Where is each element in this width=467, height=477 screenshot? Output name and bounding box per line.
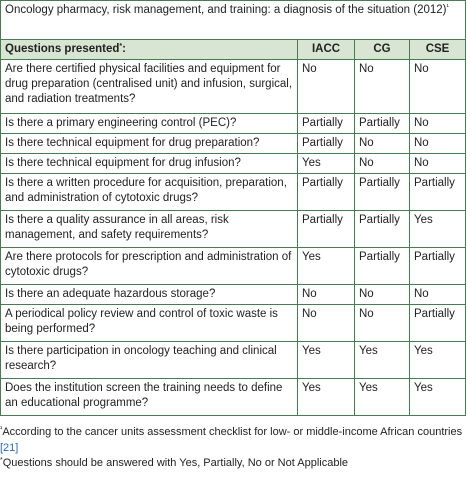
question-cell: A periodical policy review and control of toxic waste is being performed?	[1, 305, 298, 342]
footnotes	[0, 425, 467, 472]
answer-cell-cse: Partially	[410, 305, 466, 342]
answer-cell-iacc: Yes	[298, 248, 355, 285]
answer-cell-cg: No	[355, 154, 410, 174]
answer-cell-cg: Yes	[355, 342, 410, 379]
answer-cell-cse: Partially	[410, 174, 466, 211]
answer-cell-cg: Partially	[355, 248, 410, 285]
answer-cell-cg: No	[355, 134, 410, 154]
question-cell: Is there a quality assurance in all areas, risk management, and safety requirements?	[1, 211, 298, 248]
question-cell: Are there protocols for prescription and administration of cytotoxic drugs?	[1, 248, 298, 285]
question-cell: Is there technical equipment for drug infusion?	[1, 154, 298, 174]
answer-cell-cse: Yes	[410, 342, 466, 379]
answer-cell-cse: No	[410, 154, 466, 174]
answer-cell-iacc: Partially	[298, 174, 355, 211]
table-title-text: Oncology pharmacy, risk management, and training: a diagnosis of the situation (2012)	[5, 4, 447, 16]
answer-cell-cse: Yes	[410, 211, 466, 248]
answer-cell-cg: No	[355, 285, 410, 305]
table-title	[1, 1, 466, 40]
footnote-1-reference-link[interactable]: [21]	[0, 441, 19, 454]
answer-cell-cg: Partially	[355, 174, 410, 211]
answer-cell-iacc: Yes	[298, 154, 355, 174]
answer-cell-iacc: Yes	[298, 342, 355, 379]
header-cse: CSE	[410, 40, 466, 60]
answer-cell-cg: No	[355, 60, 410, 114]
answer-cell-cse: Partially	[410, 248, 466, 285]
answer-cell-cse: No	[410, 285, 466, 305]
table-row	[1, 60, 466, 114]
table-row	[1, 285, 466, 305]
question-cell: Is there a written procedure for acquisition, preparation, and administration of cytotoxic drugs?	[1, 174, 298, 211]
answer-cell-cse: No	[410, 60, 466, 114]
answer-cell-iacc: Yes	[298, 379, 355, 416]
header-questions-footnote-mark: *	[119, 43, 123, 50]
table-row	[1, 248, 466, 285]
header-iacc: IACC	[298, 40, 355, 60]
answer-cell-cg: Partially	[355, 114, 410, 134]
answer-cell-cg: Yes	[355, 379, 410, 416]
footnote-2-mark: *	[0, 457, 3, 464]
header-questions-colon: :	[122, 43, 126, 55]
answer-cell-iacc: No	[298, 305, 355, 342]
footnote-1-mark: ¹	[0, 426, 3, 433]
answer-cell-cse: No	[410, 114, 466, 134]
table-row	[1, 114, 466, 134]
question-cell: Is there participation in oncology teaching and clinical research?	[1, 342, 298, 379]
table-title-row	[1, 1, 466, 40]
header-cg: CG	[355, 40, 410, 60]
table-row	[1, 211, 466, 248]
answer-cell-iacc: No	[298, 60, 355, 114]
footnote-1-text: According to the cancer units assessment checklist for low- or middle-income African countries	[2, 426, 463, 438]
footnote-2	[0, 456, 467, 472]
table-header-row	[1, 40, 466, 60]
question-cell: Is there an adequate hazardous storage?	[1, 285, 298, 305]
table-title-footnote-mark: ¹	[446, 4, 449, 11]
header-questions	[1, 40, 298, 60]
header-questions-label: Questions presented	[5, 43, 120, 55]
footnote-2-text: Questions should be answered with Yes, Partially, No or Not Applicable	[2, 457, 349, 469]
answer-cell-iacc: No	[298, 285, 355, 305]
table-row	[1, 154, 466, 174]
table-row	[1, 305, 466, 342]
answer-cell-cg: No	[355, 305, 410, 342]
answer-cell-iacc: Partially	[298, 134, 355, 154]
answer-cell-cse: Yes	[410, 379, 466, 416]
table-row	[1, 342, 466, 379]
answer-cell-iacc: Partially	[298, 211, 355, 248]
question-cell: Is there a primary engineering control (PEC)?	[1, 114, 298, 134]
table-row	[1, 174, 466, 211]
footnote-1	[0, 425, 467, 456]
table-row	[1, 379, 466, 416]
answer-cell-iacc: Partially	[298, 114, 355, 134]
question-cell: Are there certified physical facilities and equipment for drug preparation (centralised unit) and infusion, surgical, and radiation treatments?	[1, 60, 298, 114]
question-cell: Is there technical equipment for drug preparation?	[1, 134, 298, 154]
answer-cell-cse: No	[410, 134, 466, 154]
table-row	[1, 134, 466, 154]
answer-cell-cg: Partially	[355, 211, 410, 248]
question-cell: Does the institution screen the training needs to define an educational programme?	[1, 379, 298, 416]
